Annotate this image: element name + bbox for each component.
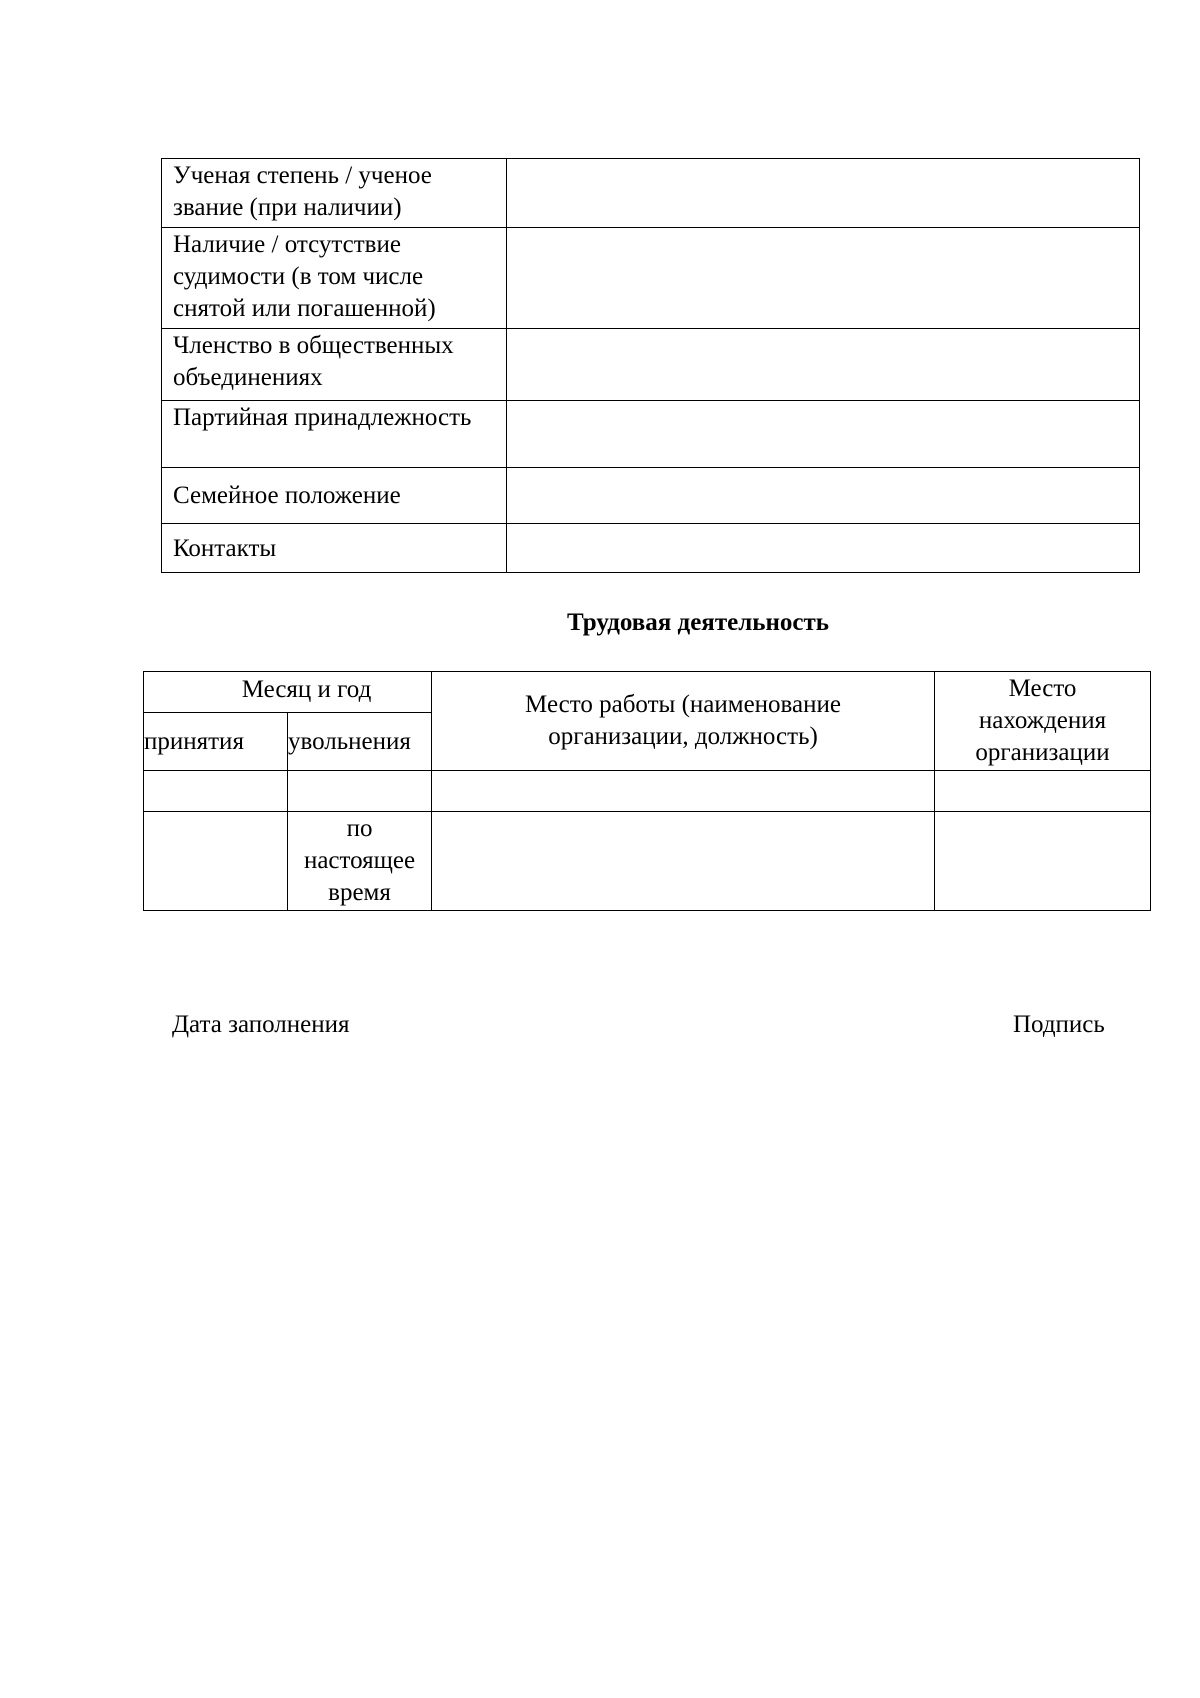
table-row [162, 228, 1140, 329]
personal-info-table [161, 158, 1140, 573]
header-workplace: Место работы (наименование организации, должность) [432, 672, 935, 771]
row-value-contacts[interactable] [507, 524, 1140, 573]
row-value-academic-degree[interactable] [507, 159, 1140, 228]
row-label-public-associations: Членство в общественных объединениях [162, 329, 507, 401]
header-location: Место нахождения организации [935, 672, 1151, 771]
row-value-public-associations[interactable] [507, 329, 1140, 401]
cell-workplace[interactable] [432, 812, 935, 911]
cell-hired[interactable] [144, 771, 288, 812]
row-label-marital-status: Семейное положение [162, 468, 507, 524]
row-value-party-membership[interactable] [507, 401, 1140, 468]
table-row [162, 329, 1140, 401]
work-history-table [143, 671, 1151, 911]
cell-workplace[interactable] [432, 771, 935, 812]
header-hired: принятия [144, 713, 288, 771]
fill-date-label: Дата заполнения [172, 1011, 350, 1038]
row-label-criminal-record: Наличие / отсутствие судимости (в том числе снятой или погашенной) [162, 228, 507, 329]
cell-location[interactable] [935, 771, 1151, 812]
table-row [162, 524, 1140, 573]
section-title-work-history: Трудовая деятельность [567, 609, 829, 636]
cell-hired[interactable] [144, 812, 288, 911]
table-row [162, 401, 1140, 468]
table-row [144, 812, 1151, 911]
row-label-party-membership: Партийная принадлежность [162, 401, 507, 468]
row-label-academic-degree: Ученая степень / ученое звание (при наличии) [162, 159, 507, 228]
table-row [144, 771, 1151, 812]
table-header-row [144, 672, 1151, 713]
row-label-contacts: Контакты [162, 524, 507, 573]
cell-location[interactable] [935, 812, 1151, 911]
table-row [162, 159, 1140, 228]
header-dismissed: увольнения [288, 713, 432, 771]
cell-dismissed[interactable] [288, 771, 432, 812]
table-row [162, 468, 1140, 524]
signature-label: Подпись [1013, 1011, 1105, 1038]
row-value-criminal-record[interactable] [507, 228, 1140, 329]
row-value-marital-status[interactable] [507, 468, 1140, 524]
cell-dismissed[interactable]: по настоящее время [288, 812, 432, 911]
header-month-year: Месяц и год [144, 672, 432, 713]
